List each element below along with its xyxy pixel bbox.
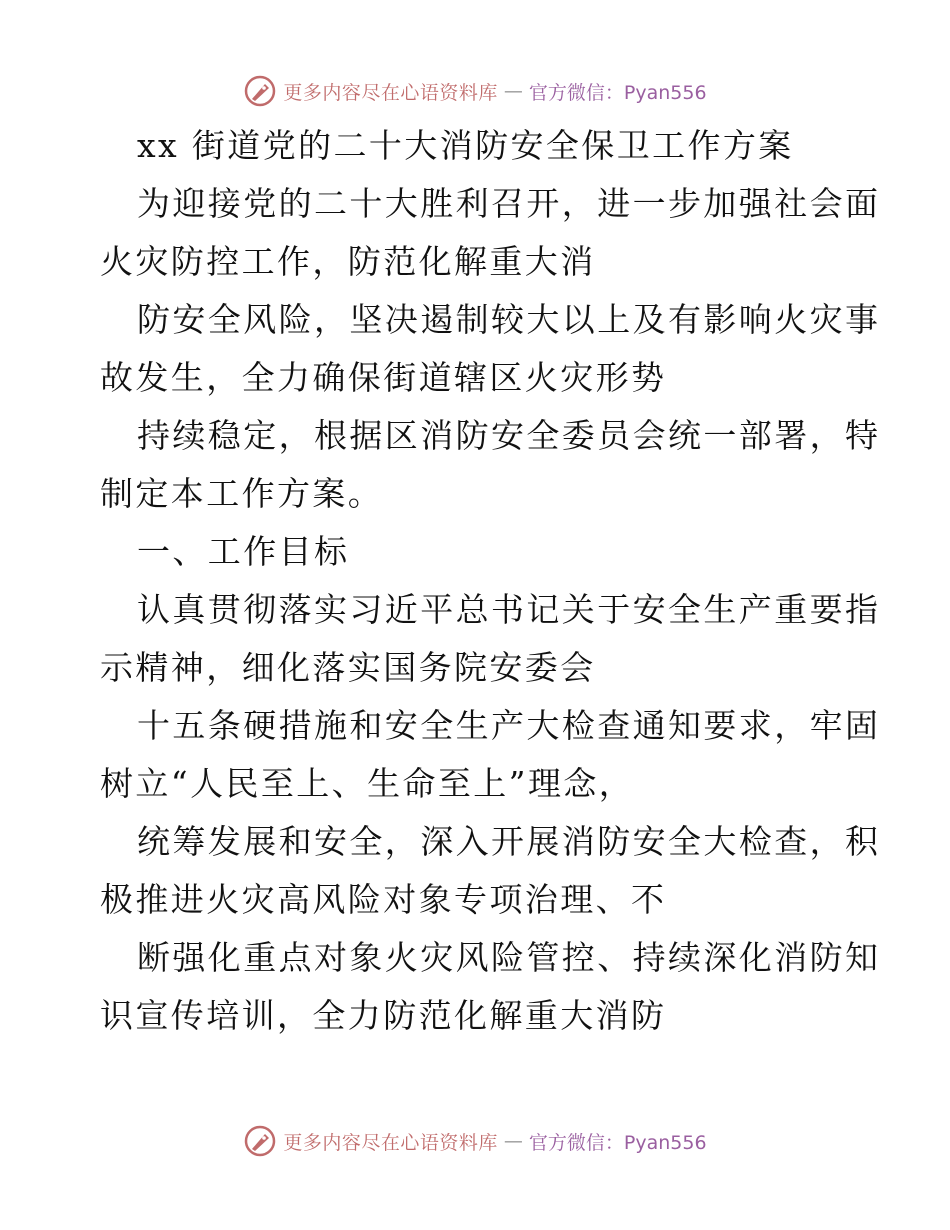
watermark-wechat: 官方微信：Pyan556 <box>528 81 707 104</box>
watermark-text: 更多内容尽在心语资料库 <box>283 81 498 104</box>
paragraph-line: 制定本工作方案。 <box>100 474 384 513</box>
pen-nib-logo-icon <box>243 1124 277 1158</box>
document-title: xx 街道党的二十大消防安全保卫工作方案 <box>137 126 794 165</box>
paragraph-line: 极推进火灾高风险对象专项治理、不 <box>100 880 667 919</box>
paragraph-line: 为迎接党的二十大胜利召开，进一步加强社会面 <box>137 184 881 223</box>
paragraph-line: 故发生，全力确保街道辖区火灾形势 <box>100 358 667 397</box>
paragraph-line: 统筹发展和安全，深入开展消防安全大检查，积 <box>137 822 881 861</box>
footer-watermark <box>0 1121 950 1161</box>
watermark-wechat: 官方微信：Pyan556 <box>528 1131 707 1154</box>
paragraph-line: 示精神，细化落实国务院安委会 <box>100 648 596 687</box>
paragraph-line: 识宣传培训，全力防范化解重大消防 <box>100 996 667 1035</box>
paragraph-line: 断强化重点对象火灾风险管控、持续深化消防知 <box>137 938 881 977</box>
paragraph-line: 认真贯彻落实习近平总书记关于安全生产重要指 <box>137 590 881 629</box>
watermark-separator: — <box>503 1130 523 1152</box>
section-heading: 一、工作目标 <box>137 532 350 571</box>
watermark-text: 更多内容尽在心语资料库 <box>283 1131 498 1154</box>
paragraph-line: 防安全风险，坚决遏制较大以上及有影响火灾事 <box>137 300 881 339</box>
paragraph-line: 火灾防控工作，防范化解重大消 <box>100 242 596 281</box>
paragraph-line: 持续稳定，根据区消防安全委员会统一部署，特 <box>137 416 881 455</box>
pen-nib-logo-icon <box>243 74 277 108</box>
paragraph-line: 树立“人民至上、生命至上”理念， <box>100 764 635 803</box>
watermark-separator: — <box>503 80 523 102</box>
header-watermark <box>0 71 950 111</box>
paragraph-line: 十五条硬措施和安全生产大检查通知要求，牢固 <box>137 706 881 745</box>
